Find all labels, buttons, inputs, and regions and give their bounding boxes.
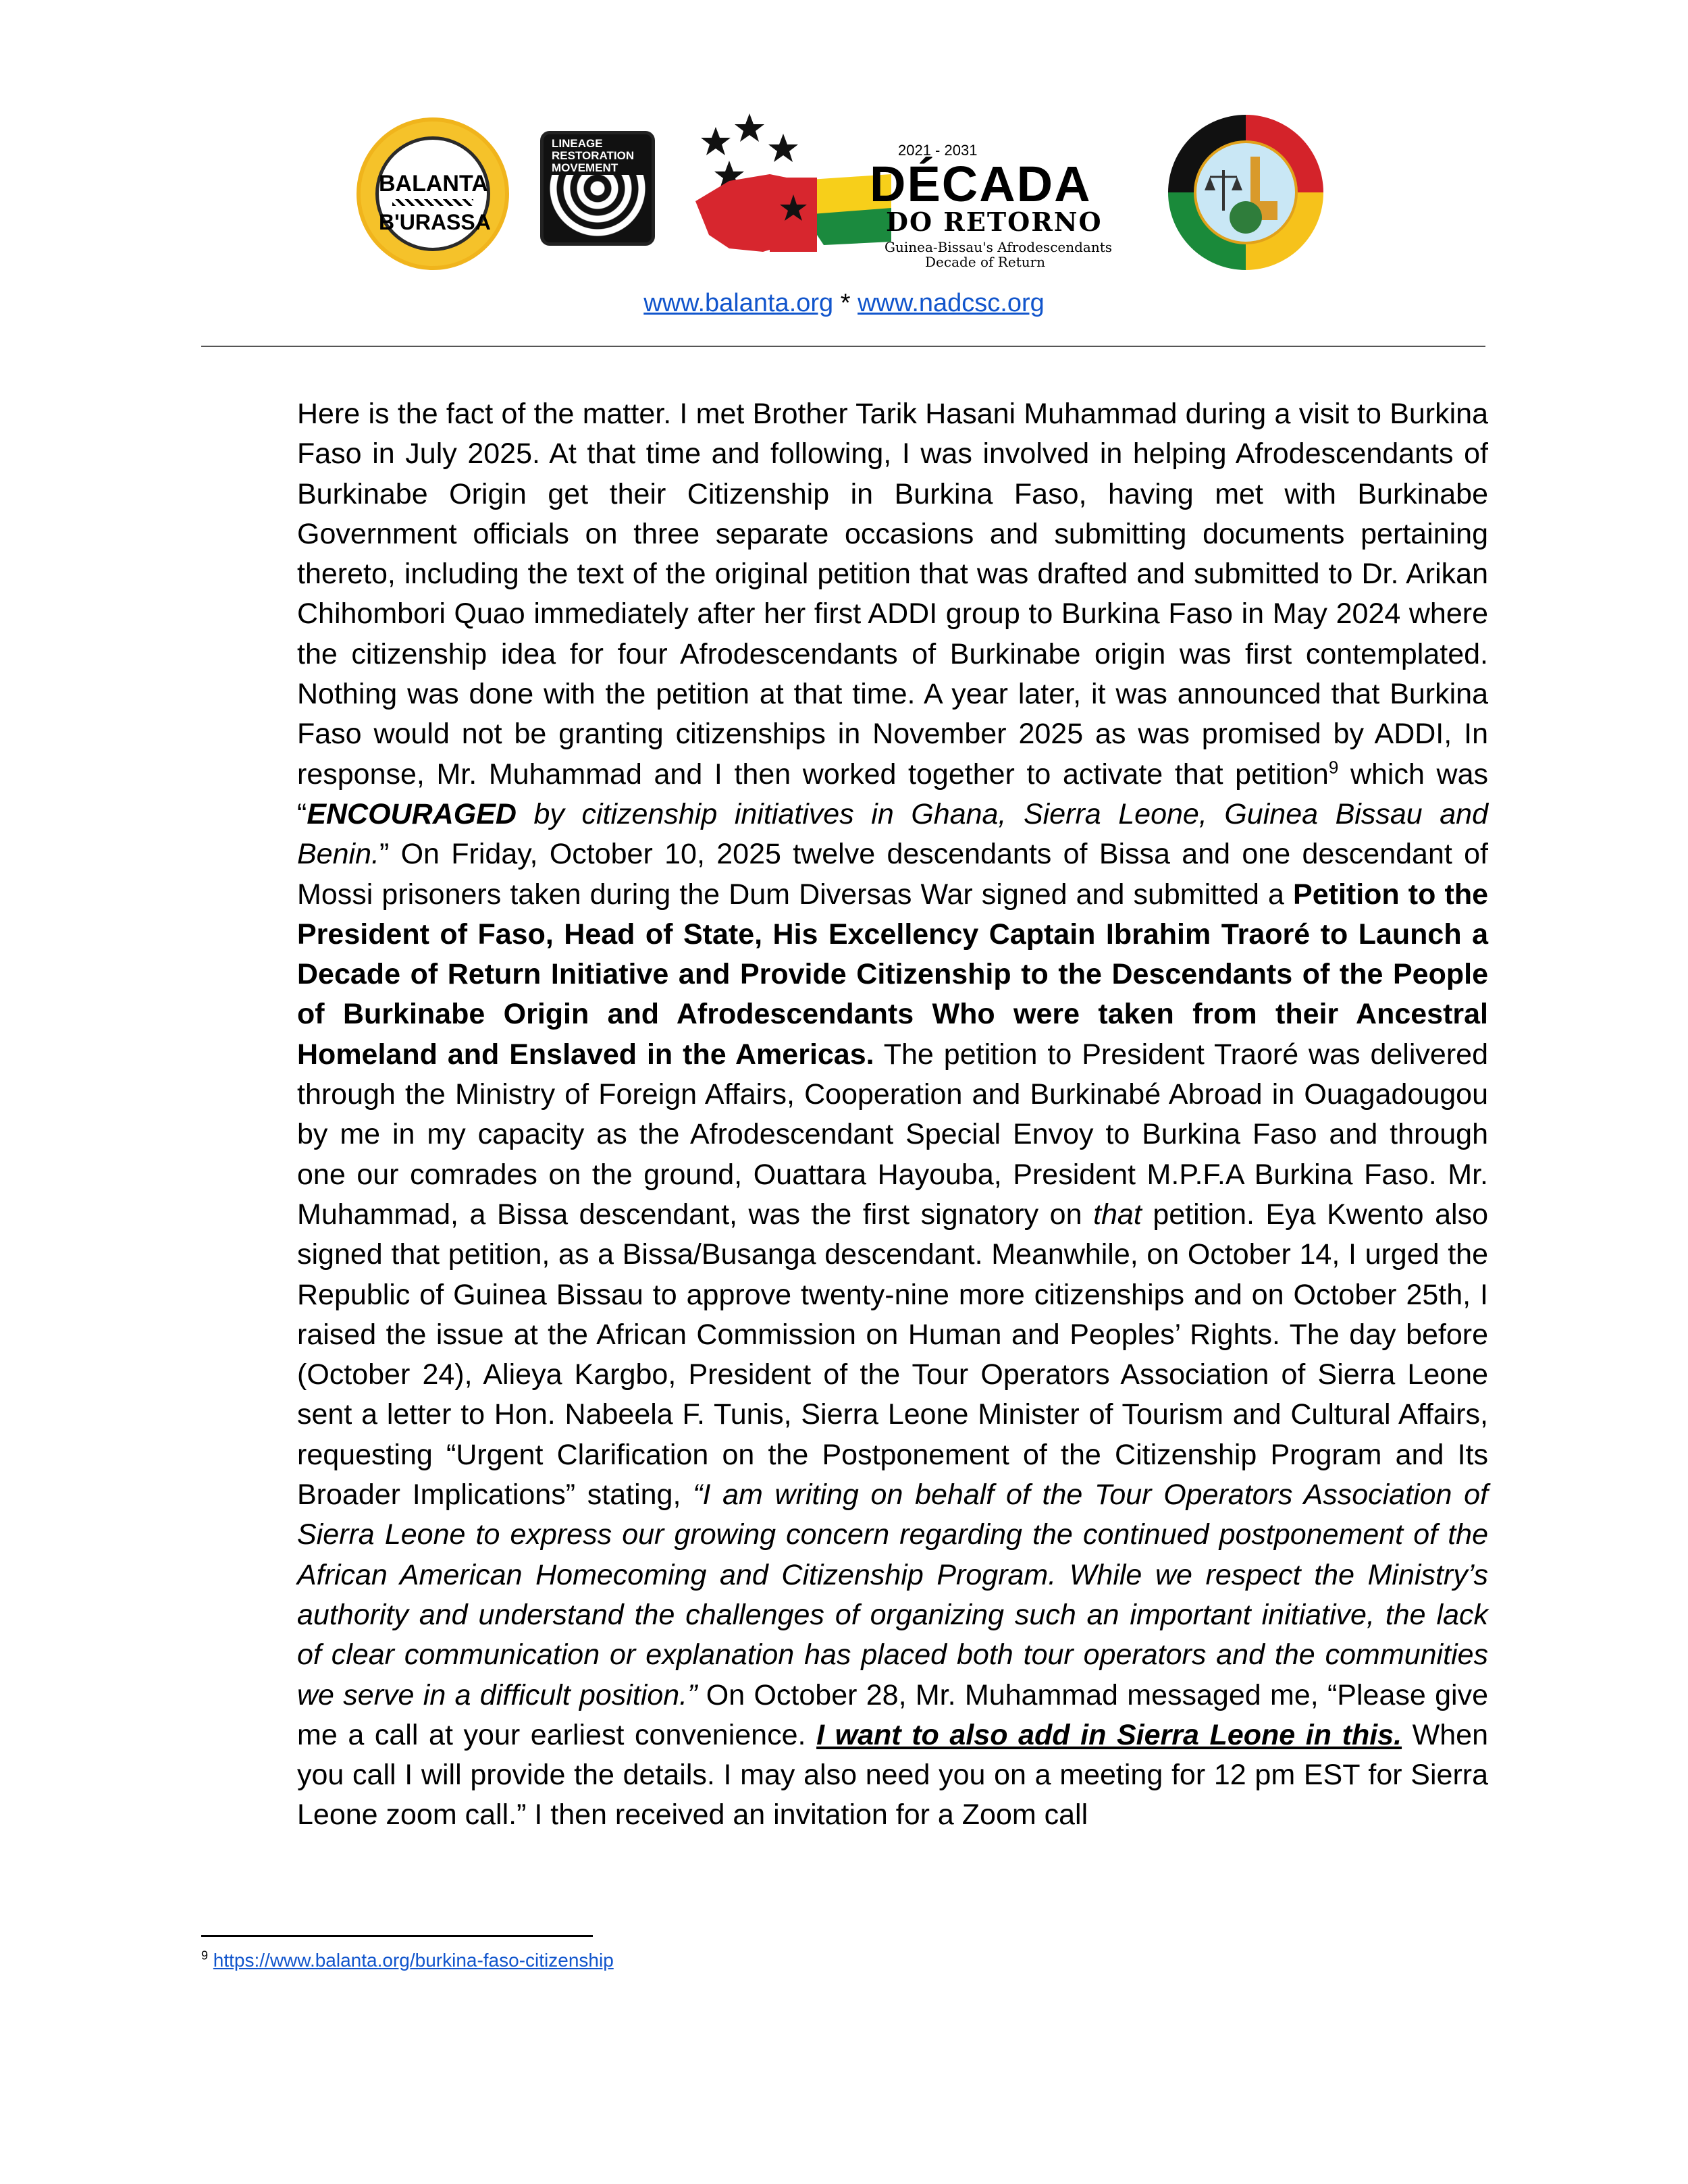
lineage-logo-label: LINEAGE RESTORATION MOVEMENT [549,137,652,175]
guinea-bissau-map-stars-icon [689,107,891,269]
nadcsc-seal-inner [1194,140,1298,244]
text-run: petition. Eya Kwento also signed that petition, as a Bissa/Busanga descendant. Meanwhile, on October 14, I urged the Republic of Guinea Bissau to approve twenty-nine more citizenships and on October 25th, I raised the issue at the African Commission on Human and Peoples’ Rights. The day before (October 24), Alieya Kargbo, President of the Tour Operators Association of Sierra Leone sent a letter to Hon. Nabeela F. Tunis, Sierra Leone Minister of Tourism and Cultural Affairs, requesting “Urgent Clarification on the Postponement of the Citizenship Program and Its Broader Implications” stating, [297,1198,1488,1512]
decada-years: 2021 - 2031 [898,142,978,159]
petition-title: Petition to the President of Faso, Head of State, His Excellency Captain Ibrahim Traoré to Launch a Decade of Return Initiative and Provide Citizenship to the Descendants of the People of Burkinabe Origin and Afrodescendants Who were taken from their Ancestral Homeland and Enslaved in the Americas. [297,878,1488,1071]
italic-quote: by citizenship initiatives in Ghana, Sierra Leone, Guinea Bissau and Benin. [297,797,1488,871]
text-run: Here is the fact of the matter. I met Brother Tarik Hasani Muhammad during a visit to Burkina Faso in July 2025. At that time and following, I was involved in helping Afrodescendants of Burkinabe Origin get their Citizenship in Burkina Faso, having met with Burkinabe Government officials on three separate occasions and submitting documents pertaining thereto, including the text of the original petition that was drafted and submitted to Dr. Arikan Chihombori Quao immediately after her first ADDI group to Burkina Faso in May 2024 where the citizenship idea for four Afrodescendants of Burkinabe origin was first contemplated. Nothing was done with the petition at that time. A year later, it was announced that Burkina Faso would not be granting citizenships in November 2025 as was promised by ADDI, In response, Mr. Muhammad and I then worked together to activate that petition [297,398,1488,791]
text-run: When you call I will provide the details. I may also need you on a meeting for 12 pm EST for Sierra Leone zoom call.” I then received an invitation for a Zoom call [297,1718,1489,1832]
encouraged-emphasis: ENCOURAGED [307,797,517,830]
decada-do-retorno-logo [689,107,1155,269]
decada-title: DÉCADA [870,156,1092,212]
balanta-org-link[interactable]: www.balanta.org [643,289,834,317]
decada-tagline-2: Decade of Return [925,254,1046,270]
lineage-restoration-logo [540,131,655,246]
italic-letter-quote: “I am writing on behalf of the Tour Operators Association of Sierra Leone to express our growing concern regarding the continued postponement of the African American Homecoming and Citizenship Program. While we respect the Ministry’s authority and understand the challenges of organizing such an important initiative, the lack of clear communication or explanation has placed both tour operators and the communities we serve in a difficult position.” [297,1479,1488,1711]
nadcsc-org-link[interactable]: www.nadcsc.org [858,289,1045,317]
text-run: The petition to President Traoré was delivered through the Ministry of Foreign Affairs, Cooperation and Burkinabé Abroad in Ouagadougou by me in my capacity as the Afrodescendant Special Envoy to Burkina Faso and through one our comrades on the ground, Ouattara Hayouba, President M.P.F.A Burkina Faso. Mr. Muhammad, a Bissa descendant, was the first signatory on [297,1038,1488,1231]
paragraph [297,394,1488,1836]
nadcsc-seal-logo [1168,115,1323,270]
footnote [201,1950,614,1971]
decada-tagline-1: Guinea-Bissau's Afrodescendants [885,239,1113,255]
balanta-logo-line2: B'URASSA [379,210,491,234]
footnote-reference[interactable]: 9 [1328,757,1339,778]
scales-giraffe-icon [1196,143,1295,242]
italic-that: that [1093,1198,1142,1231]
text-run: which was “ [297,757,1488,830]
text-run: ” On Friday, October 10, 2025 twelve descendants of Bissa and one descendant of Mossi prisoners taken during the Dum Diversas War signed and submitted a [297,838,1488,911]
body-paragraph [297,394,1488,1836]
balanta-logo-inner [375,136,490,251]
text-run: On October 28, Mr. Muhammad messaged me, “Please give me a call at your earliest convenience. [297,1678,1488,1751]
balanta-logo-line1: BALANTA [379,171,488,196]
logo-bar [0,100,1688,269]
sierra-leone-emphasis: I want to also add in Sierra Leone in this. [816,1718,1402,1751]
decada-subtitle: DO RETORNO [886,207,1103,237]
header-links [0,289,1688,318]
footnote-number: 9 [201,1948,209,1963]
footnote-divider [201,1935,593,1937]
balanta-burassa-logo [357,117,509,270]
zigzag-ornament [392,199,473,206]
footnote-link[interactable]: https://www.balanta.org/burkina-faso-citizenship [213,1950,614,1971]
header-divider [201,346,1485,347]
link-separator: * [840,289,851,317]
